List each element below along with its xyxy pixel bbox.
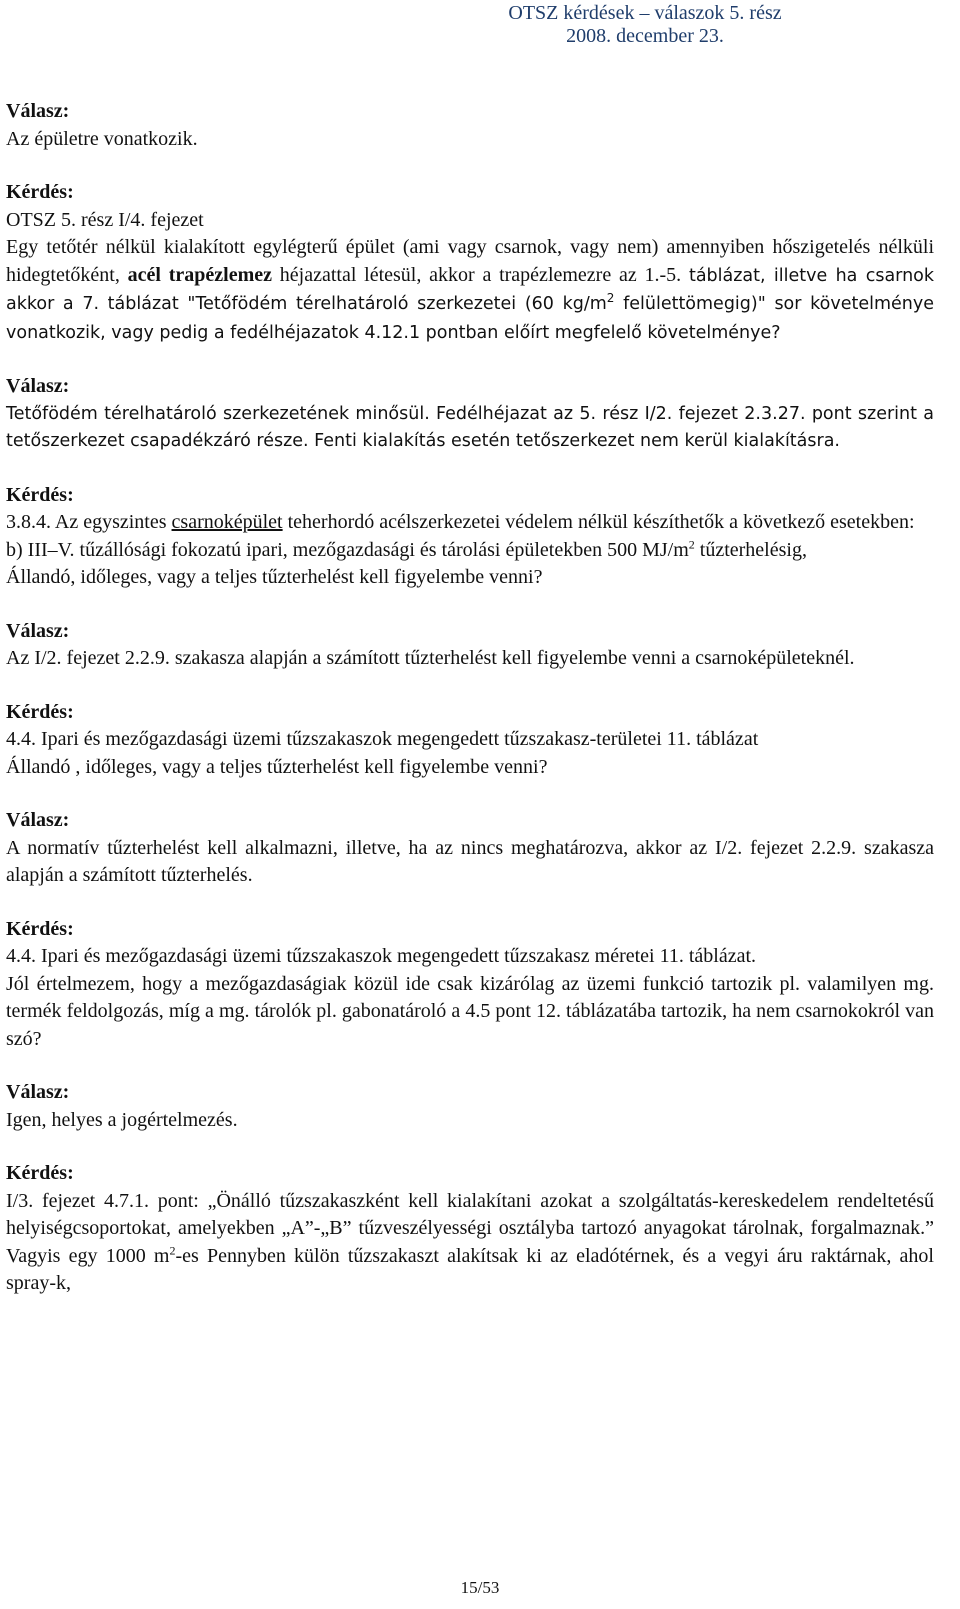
question-block-5 — [6, 1160, 934, 1298]
question-text-part: -es Pennyben külön tűzszakaszt alakítsak ki az eladótérnek, és a vegyi áru raktárnak, ahol spray-k, — [6, 1244, 934, 1294]
question-text-part: I/3. fejezet 4.7.1. pont: „Önálló tűzszakaszként kell kialakítani azokat a szolgáltatás-kereskedelem rendeltetésű helyiségcsoportokat, amelyekben „A”-„B” tűzveszélyességi osztályba tartozó anyagokat tárolnak, forgalmaznak.” Vagyis egy 1000 m — [6, 1189, 934, 1267]
question-ref: OTSZ 5. rész I/4. fejezet — [6, 208, 204, 231]
answer-text: Az épületre vonatkozik. — [6, 127, 198, 150]
question-block-4 — [6, 916, 934, 1054]
question-text-part: táblázat, illetve ha csarnok akkor a 7. táblázat "Tetőfödém térelhatároló szerkezetei (60 kg/m — [6, 265, 935, 314]
question-text-part: héjazattal létesül, akkor a trapézlemezre az 1.-5. — [272, 263, 689, 286]
question-block-2 — [6, 482, 934, 592]
answer-text: Igen, helyes a jogértelmezés. — [6, 1108, 238, 1131]
superscript: 2 — [688, 536, 695, 551]
answer-block-2 — [6, 373, 934, 456]
question-text — [6, 234, 934, 347]
question-block-3 — [6, 699, 934, 782]
answer-label: Válasz: — [6, 619, 70, 642]
header-title: OTSZ kérdések – válaszok 5. rész — [508, 2, 782, 24]
answer-block-1 — [6, 98, 934, 153]
question-text-part: teherhordó acélszerkezetei védelem nélkül készíthetők a következő esetekben: — [282, 511, 915, 533]
question-text-bold: acél trapézlemez — [127, 263, 272, 286]
document-body — [6, 98, 934, 1325]
superscript: 2 — [169, 1242, 176, 1257]
answer-text: A normatív tűzterhelést kell alkalmazni, illetve, ha az nincs meghatározva, akkor az I/2. fejezet 2.2.9. szakasza alapján a számított tűzterhelés. — [6, 836, 934, 886]
answer-label: Válasz: — [6, 100, 70, 122]
question-text-part: b) III–V. tűzállósági fokozatú ipari, mezőgazdasági és tárolási épületekben 500 MJ/m — [6, 538, 689, 561]
answer-block-4 — [6, 807, 934, 890]
question-text: 4.4. Ipari és mezőgazdasági üzemi tűzszakaszok megengedett tűzszakasz méretei 11. táblázat. — [6, 945, 757, 967]
question-text-part: felülettömegig)" sor követelménye vonatkozik, vagy pedig a fedélhéjazatok 4.12.1 pontban előírt megfelelő követelménye? — [6, 294, 934, 343]
answer-block-3 — [6, 618, 934, 673]
question-text-part: 3.8.4. Az egyszintes — [6, 511, 172, 533]
question-label: Kérdés: — [6, 700, 74, 723]
question-text: 4.4. Ipari és mezőgazdasági üzemi tűzszakaszok megengedett tűzszakasz-területei 11. táblázat — [6, 728, 759, 750]
question-text — [6, 537, 934, 565]
answer-label: Válasz: — [6, 809, 70, 831]
question-text — [6, 1188, 934, 1298]
question-text — [6, 509, 934, 537]
question-text-part: Egy tetőtér nélkül kialakított egylégterű épület (ami vagy csarnok, vagy nem) amennyiben hőszigetelés nélküli hidegtetőként, — [6, 236, 934, 286]
question-block-1 — [6, 179, 934, 347]
answer-text: Tetőfödém térelhatároló szerkezetének minősül. Fedélhéjazat az 5. rész I/2. fejezet 2.3.27. pont szerint a tetőszerkezet csapadékzáró része. Fenti kialakítás esetén tetőszerkezet nem kerül kialakításra. — [6, 403, 934, 451]
answer-label: Válasz: — [6, 375, 70, 397]
header-date: 2008. december 23. — [566, 25, 724, 47]
question-label: Kérdés: — [6, 483, 74, 506]
answer-label: Válasz: — [6, 1081, 70, 1103]
answer-block-5 — [6, 1079, 934, 1134]
underlined-term: csarnoképület — [171, 511, 283, 533]
question-text: Állandó , időleges, vagy a teljes tűzterhelést kell figyelembe venni? — [6, 755, 548, 778]
superscript: 2 — [606, 291, 615, 306]
question-text: Jól értelmezem, hogy a mezőgazdaságiak közül ide csak kizárólag az üzemi funkció tartozik pl. valamilyen mg. termék feldolgozás, míg a mg. tárolók pl. gabonatároló a 4.5 pont 12. táblázatába tartozik, ha nem csarnokokról van szó? — [6, 972, 934, 1050]
question-text-part: tűzterhelésig, — [694, 538, 807, 561]
question-label: Kérdés: — [6, 1162, 74, 1184]
question-label: Kérdés: — [6, 181, 74, 203]
page-number: 15/53 — [460, 1578, 500, 1597]
answer-text: Az I/2. fejezet 2.2.9. szakasza alapján a számított tűzterhelést kell figyelembe venni a csarnoképületeknél. — [6, 647, 855, 669]
question-label: Kérdés: — [6, 917, 74, 940]
question-text: Állandó, időleges, vagy a teljes tűzterhelést kell figyelembe venni? — [6, 566, 543, 588]
